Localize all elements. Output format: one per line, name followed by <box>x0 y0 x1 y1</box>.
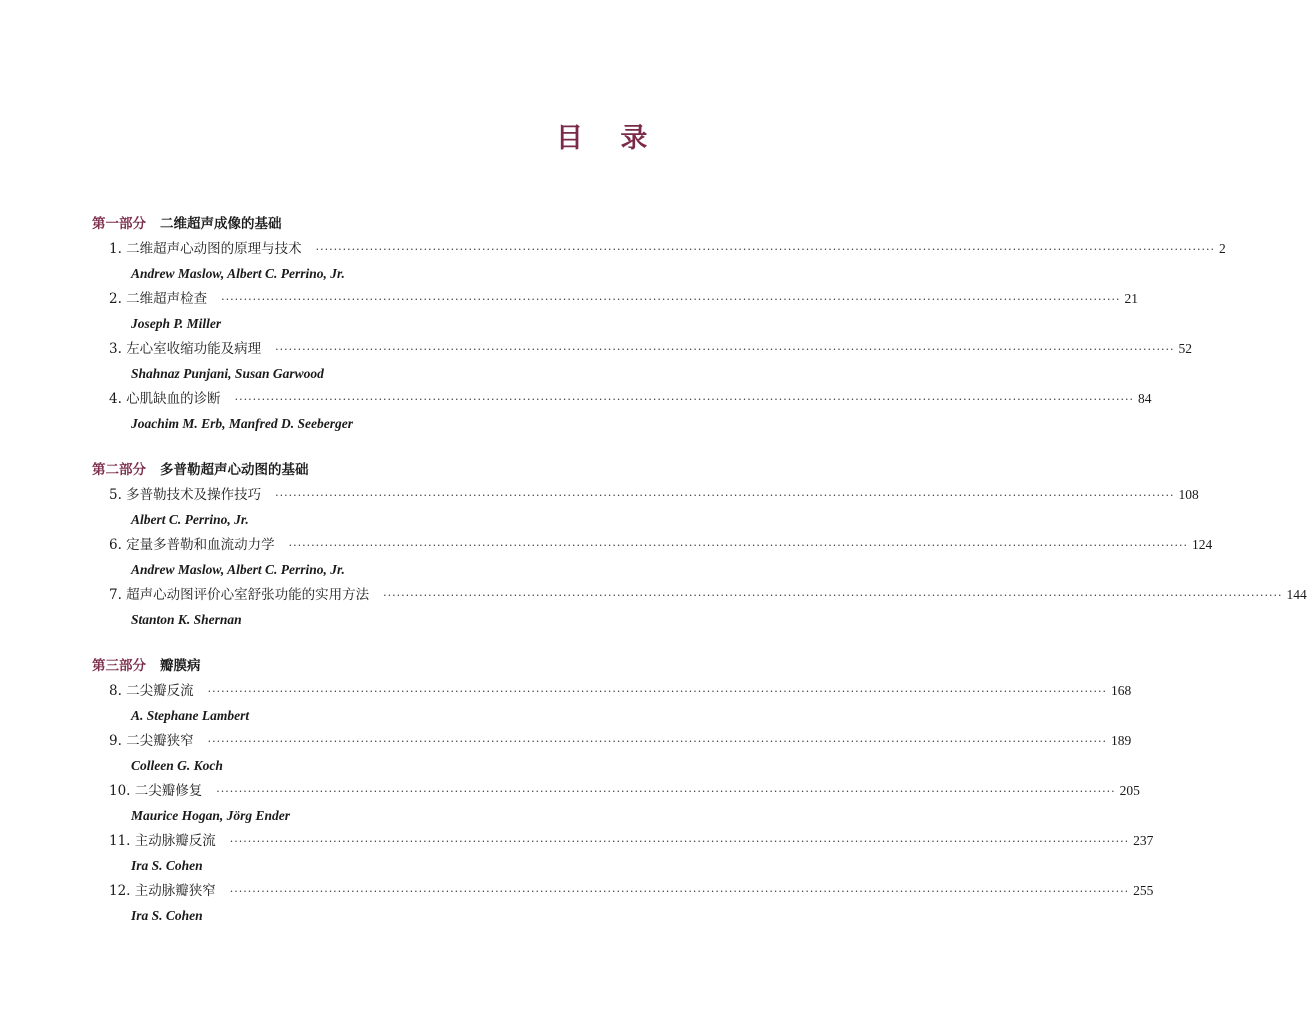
page-number: 237 <box>1133 833 1154 848</box>
chapter-authors: Ira S. Cohen <box>131 908 203 923</box>
page-number: 255 <box>1133 883 1154 898</box>
chapter-authors: Andrew Maslow, Albert C. Perrino, Jr. <box>131 266 345 281</box>
toc-entry[interactable] <box>92 878 1154 903</box>
chapter-authors: Shahnaz Punjani, Susan Garwood <box>131 366 324 381</box>
page-number: 168 <box>1111 683 1132 698</box>
page-number: 144 <box>1286 587 1307 602</box>
toc-entry[interactable] <box>92 828 1154 853</box>
dot-leader: ········································································································································································································ <box>207 685 1107 698</box>
chapter-authors: Maurice Hogan, Jörg Ender <box>131 808 291 823</box>
page-number: 2 <box>1219 241 1226 256</box>
chapter-title: 11. 主动脉瓣反流 <box>109 833 216 849</box>
chapter-title: 6. 定量多普勒和血流动力学 <box>109 537 275 553</box>
page-number: 189 <box>1111 733 1132 748</box>
chapter-authors: Stanton K. Shernan <box>131 612 242 627</box>
dot-leader: ········································································································································································································ <box>229 885 1130 898</box>
chapter-title: 7. 超声心动图评价心室舒张功能的实用方法 <box>109 587 370 603</box>
toc-entry[interactable] <box>92 336 1192 361</box>
chapter-authors: Albert C. Perrino, Jr. <box>131 512 249 527</box>
page-number: 52 <box>1178 341 1192 356</box>
toc-entry[interactable] <box>92 532 1213 557</box>
part-heading <box>92 212 632 236</box>
chapter-authors: A. Stephane Lambert <box>131 708 250 723</box>
chapter-title: 8. 二尖瓣反流 <box>109 683 194 699</box>
chapter-title: 2. 二维超声检查 <box>109 291 208 307</box>
dot-leader: ········································································································································································································ <box>383 589 1283 602</box>
dot-leader: ········································································································································································································ <box>216 785 1116 798</box>
chapter-authors: Colleen G. Koch <box>131 758 223 773</box>
page-number: 84 <box>1138 391 1152 406</box>
page-title: 目 录 <box>556 123 662 154</box>
dot-leader: ········································································································································································································ <box>275 489 1175 502</box>
toc-entry[interactable] <box>92 582 1307 607</box>
chapter-title: 12. 主动脉瓣狭窄 <box>109 883 216 899</box>
chapter-title: 10. 二尖瓣修复 <box>109 783 203 799</box>
chapter-authors: Joachim M. Erb, Manfred D. Seeberger <box>131 416 353 431</box>
page-number: 21 <box>1124 291 1138 306</box>
part-number: 第二部分 <box>92 462 146 478</box>
page-number: 205 <box>1119 783 1140 798</box>
chapter-authors: Ira S. Cohen <box>131 858 203 873</box>
part-title: 多普勒超声心动图的基础 <box>160 462 309 478</box>
chapter-authors: Joseph P. Miller <box>131 316 222 331</box>
dot-leader: ········································································································································································································ <box>315 243 1215 256</box>
toc-entry[interactable] <box>92 678 1132 703</box>
toc-entry[interactable] <box>92 482 1199 507</box>
chapter-title: 1. 二维超声心动图的原理与技术 <box>109 241 302 257</box>
table-of-contents <box>92 212 1307 928</box>
toc-entry[interactable] <box>92 236 1226 261</box>
toc-entry[interactable] <box>92 386 1152 411</box>
toc-entry[interactable] <box>92 778 1140 803</box>
chapter-authors: Andrew Maslow, Albert C. Perrino, Jr. <box>131 562 345 577</box>
part-title: 二维超声成像的基础 <box>160 216 282 232</box>
part-heading <box>92 654 632 678</box>
dot-leader: ········································································································································································································ <box>221 293 1121 306</box>
toc-entry[interactable] <box>92 286 1138 311</box>
part-heading <box>92 458 632 482</box>
dot-leader: ········································································································································································································ <box>229 835 1130 848</box>
chapter-title: 5. 多普勒技术及操作技巧 <box>109 487 262 503</box>
part-number: 第一部分 <box>92 216 146 232</box>
page-number: 124 <box>1192 537 1213 552</box>
dot-leader: ········································································································································································································ <box>275 343 1175 356</box>
dot-leader: ········································································································································································································ <box>234 393 1134 406</box>
chapter-title: 4. 心肌缺血的诊断 <box>109 391 221 407</box>
toc-part <box>92 212 1226 436</box>
toc-entry[interactable] <box>92 728 1132 753</box>
part-title: 瓣膜病 <box>160 658 201 674</box>
page-number: 108 <box>1178 487 1199 502</box>
chapter-title: 3. 左心室收缩功能及病理 <box>109 341 262 357</box>
toc-part <box>92 654 1154 928</box>
dot-leader: ········································································································································································································ <box>288 539 1188 552</box>
chapter-title: 9. 二尖瓣狭窄 <box>109 733 194 749</box>
part-number: 第三部分 <box>92 658 146 674</box>
toc-part <box>92 458 1307 632</box>
dot-leader: ········································································································································································································ <box>207 735 1107 748</box>
